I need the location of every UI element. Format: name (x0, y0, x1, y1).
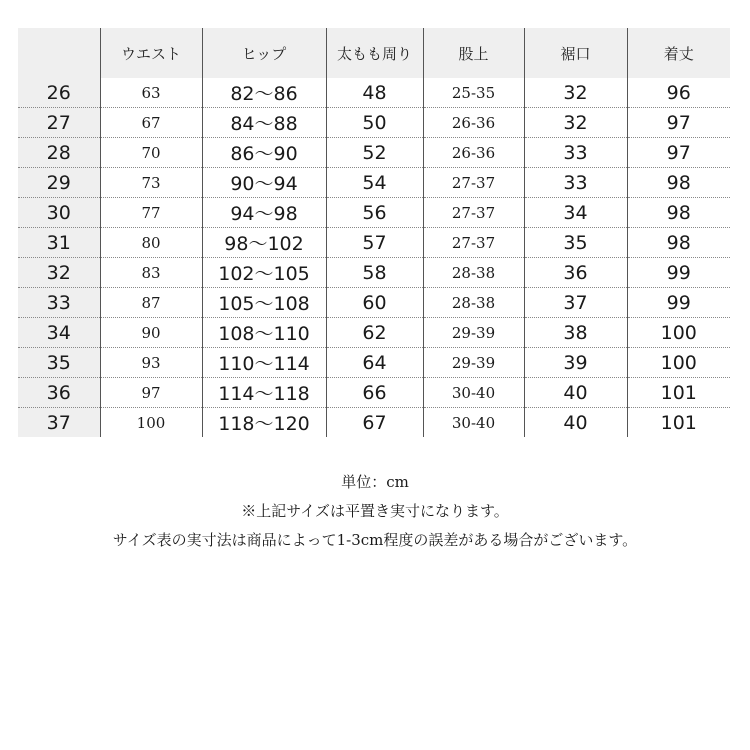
cell-thigh: 48 (326, 78, 423, 108)
unit-note: 単位：cm (341, 473, 409, 491)
cell-length: 100 (627, 318, 730, 348)
cell-size: 29 (18, 168, 100, 198)
cell-length: 99 (627, 258, 730, 288)
header-rise: 股上 (423, 28, 524, 78)
table-row (18, 78, 730, 108)
cell-thigh: 58 (326, 258, 423, 288)
cell-thigh: 54 (326, 168, 423, 198)
cell-hem: 32 (524, 78, 627, 108)
cell-size: 28 (18, 138, 100, 168)
cell-hem: 40 (524, 408, 627, 438)
cell-hip: 114～118 (202, 378, 326, 408)
cell-size: 26 (18, 78, 100, 108)
cell-hip: 102～105 (202, 258, 326, 288)
cell-size: 27 (18, 108, 100, 138)
cell-waist: 90 (100, 318, 202, 348)
header-size (18, 28, 100, 78)
cell-thigh: 62 (326, 318, 423, 348)
cell-rise: 28-38 (423, 258, 524, 288)
cell-size: 31 (18, 228, 100, 258)
cell-hem: 33 (524, 138, 627, 168)
table-row (18, 138, 730, 168)
cell-length: 98 (627, 168, 730, 198)
notes (0, 468, 750, 555)
cell-waist: 73 (100, 168, 202, 198)
cell-hip: 86～90 (202, 138, 326, 168)
cell-rise: 29-39 (423, 318, 524, 348)
cell-hem: 37 (524, 288, 627, 318)
cell-thigh: 66 (326, 378, 423, 408)
tolerance-note: サイズ表の実寸法は商品によって1-3cm程度の誤差がある場合がございます。 (112, 531, 638, 549)
cell-rise: 25-35 (423, 78, 524, 108)
cell-length: 97 (627, 108, 730, 138)
header-hem: 裾口 (524, 28, 627, 78)
cell-length: 98 (627, 198, 730, 228)
cell-hem: 34 (524, 198, 627, 228)
cell-thigh: 56 (326, 198, 423, 228)
cell-rise: 27-37 (423, 168, 524, 198)
cell-hip: 105～108 (202, 288, 326, 318)
cell-hip: 118～120 (202, 408, 326, 438)
cell-waist: 63 (100, 78, 202, 108)
table-row (18, 318, 730, 348)
cell-rise: 30-40 (423, 408, 524, 438)
cell-hem: 39 (524, 348, 627, 378)
cell-thigh: 52 (326, 138, 423, 168)
cell-size: 37 (18, 408, 100, 438)
table-row (18, 348, 730, 378)
table-header-row (18, 28, 730, 78)
cell-rise: 27-37 (423, 228, 524, 258)
cell-hem: 35 (524, 228, 627, 258)
cell-length: 101 (660, 411, 697, 434)
table-row (18, 168, 730, 198)
cell-length: 97 (627, 138, 730, 168)
cell-hem: 32 (524, 108, 627, 138)
cell-length: 99 (627, 288, 730, 318)
measurement-note: ※上記サイズは平置き実寸になります。 (241, 502, 509, 520)
cell-waist: 80 (100, 228, 202, 258)
cell-hip: 110～114 (202, 348, 326, 378)
cell-thigh: 60 (326, 288, 423, 318)
cell-hip: 82～86 (202, 78, 326, 108)
table-row (18, 228, 730, 258)
cell-waist: 70 (100, 138, 202, 168)
cell-length: 96 (627, 78, 730, 108)
cell-hem: 38 (524, 318, 627, 348)
header-waist: ウエスト (100, 28, 202, 78)
cell-size: 35 (18, 348, 100, 378)
cell-length: 100 (627, 348, 730, 378)
cell-size: 32 (18, 258, 100, 288)
table-row (18, 408, 730, 438)
cell-rise: 26-36 (423, 108, 524, 138)
cell-size: 34 (18, 318, 100, 348)
cell-hip: 108～110 (202, 318, 326, 348)
cell-size: 36 (18, 378, 100, 408)
table-row (18, 108, 730, 138)
cell-waist: 67 (100, 108, 202, 138)
cell-rise: 29-39 (423, 348, 524, 378)
cell-rise: 30-40 (423, 378, 524, 408)
table-row (18, 198, 730, 228)
cell-hip: 94～98 (202, 198, 326, 228)
size-chart-table (18, 28, 730, 437)
cell-size: 30 (18, 198, 100, 228)
cell-thigh: 64 (326, 348, 423, 378)
cell-rise: 27-37 (423, 198, 524, 228)
cell-hem: 36 (524, 258, 627, 288)
cell-thigh: 50 (326, 108, 423, 138)
table-row (18, 288, 730, 318)
cell-size: 33 (18, 288, 100, 318)
header-thigh: 太もも周り (326, 28, 423, 78)
cell-hip: 84～88 (202, 108, 326, 138)
cell-waist: 77 (100, 198, 202, 228)
cell-thigh: 67 (326, 408, 423, 438)
cell-hip: 90～94 (202, 168, 326, 198)
cell-hem: 33 (524, 168, 627, 198)
table-row (18, 378, 730, 408)
cell-length: 98 (627, 228, 730, 258)
cell-rise: 26-36 (423, 138, 524, 168)
cell-waist: 97 (100, 378, 202, 408)
cell-waist: 83 (100, 258, 202, 288)
cell-hem: 40 (524, 378, 627, 408)
cell-waist: 87 (100, 288, 202, 318)
cell-rise: 28-38 (423, 288, 524, 318)
cell-waist: 93 (100, 348, 202, 378)
header-hip: ヒップ (202, 28, 326, 78)
cell-length: 101 (627, 378, 730, 408)
header-length: 着丈 (627, 28, 730, 78)
cell-hip: 98～102 (202, 228, 326, 258)
table-row (18, 258, 730, 288)
cell-waist: 100 (100, 408, 202, 438)
cell-thigh: 57 (326, 228, 423, 258)
